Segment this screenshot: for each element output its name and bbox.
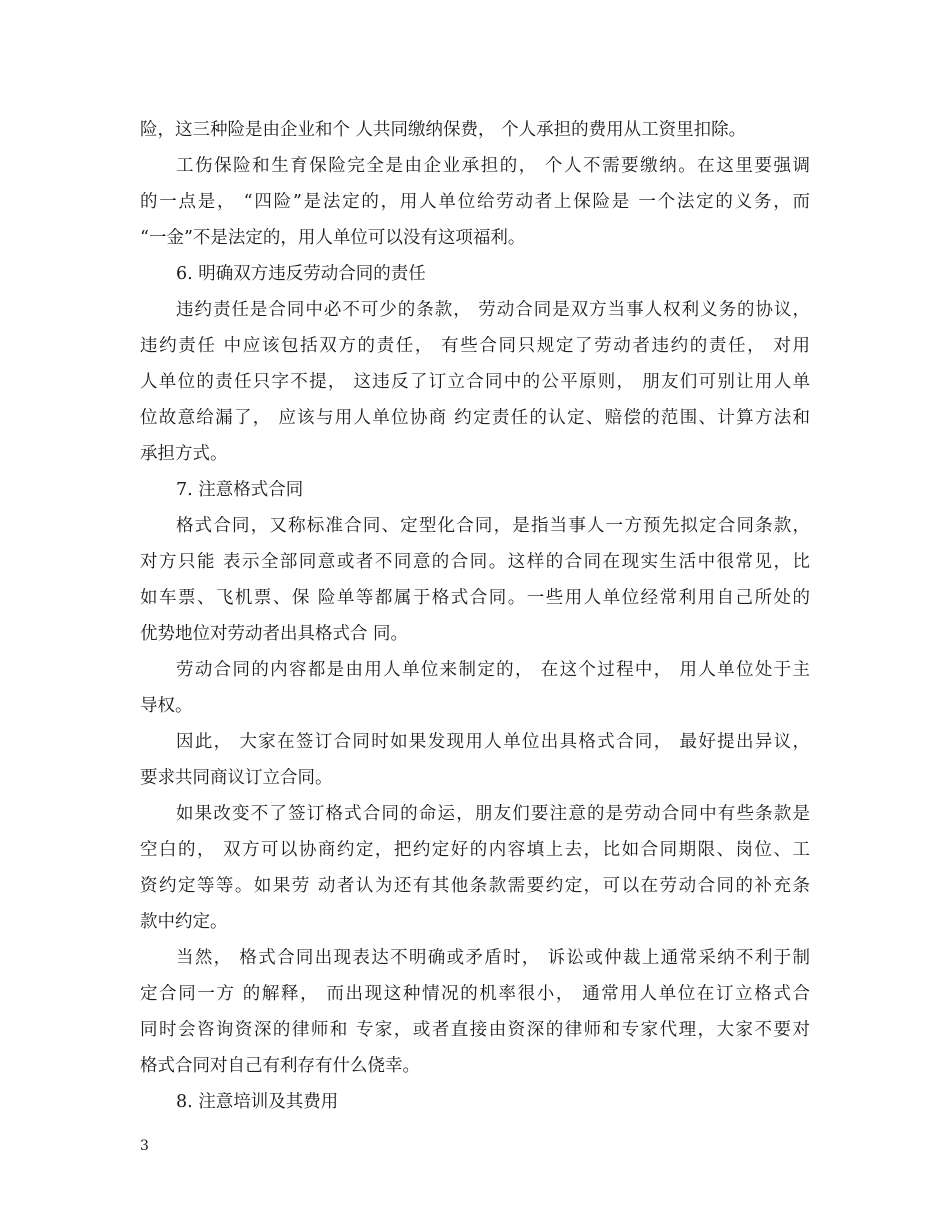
paragraph — [140, 940, 810, 1084]
text-line: 格式合同，又称标准合同、定型化合同，是指当事人一方预先拟定合同条款， — [176, 516, 810, 536]
text-line: 空白的， 双方可以协商约定，把约定好的内容填上去，比如合同期限、岗位、工 — [140, 840, 810, 860]
paragraph — [140, 112, 810, 148]
section-heading — [140, 1084, 810, 1120]
text-line: 要求共同商议订立合同。 — [140, 768, 333, 788]
document-body — [140, 112, 810, 1120]
text-line: 违约责任 中应该包括双方的责任， 有些合同只规定了劳动者违约的责任， 对用 — [140, 336, 810, 356]
text-line: 工伤保险和生育保险完全是由企业承担的， 个人不需要缴纳。在这里要强调 — [176, 156, 810, 176]
text-line: 险，这三种险是由企业和个 人共同缴纳保费， 个人承担的费用从工资里扣除。 — [140, 120, 747, 140]
paragraph — [140, 724, 810, 796]
text-line: 资约定等等。如果劳 动者认为还有其他条款需要约定，可以在劳动合同的补充条 — [140, 876, 810, 896]
text-line: 劳动合同的内容都是由用人单位来制定的， 在这个过程中， 用人单位处于主 — [176, 660, 810, 680]
text-line: 款中约定。 — [140, 912, 228, 932]
text-line: 承担方式。 — [140, 444, 228, 464]
paragraph — [140, 652, 810, 724]
text-line: 违约责任是合同中必不可少的条款， 劳动合同是双方当事人权利义务的协议， — [176, 300, 810, 320]
text-line: 如果改变不了签订格式合同的命运，朋友们要注意的是劳动合同中有些条款是 — [176, 804, 810, 824]
text-line: 位故意给漏了， 应该与用人单位协商 约定责任的认定、赔偿的范围、计算方法和 — [140, 408, 810, 428]
text-line: 对方只能 表示全部同意或者不同意的合同。这样的合同在现实生活中很常见，比 — [140, 552, 810, 572]
text-line: 的一点是， “四险”是法定的，用人单位给劳动者上保险是 一个法定的义务，而 — [140, 192, 810, 212]
text-line: 格式合同对自己有利存有什么侥幸。 — [140, 1056, 420, 1076]
paragraph — [140, 796, 810, 940]
text-line: 优势地位对劳动者出具格式合 同。 — [140, 624, 409, 644]
text-line: 如车票、飞机票、保 险单等都属于格式合同。一些用人单位经常利用自己所处的 — [140, 588, 810, 608]
text-line: 因此， 大家在签订合同时如果发现用人单位出具格式合同， 最好提出异议， — [176, 732, 810, 752]
section-heading — [140, 256, 810, 292]
paragraph — [140, 292, 810, 472]
text-line: 7. 注意格式合同 — [176, 480, 304, 500]
text-line: 导权。 — [140, 696, 193, 716]
section-heading — [140, 472, 810, 508]
text-line: 当然， 格式合同出现表达不明确或矛盾时， 诉讼或仲裁上通常采纳不利于制 — [176, 948, 810, 968]
paragraph — [140, 508, 810, 652]
page-number: 3 — [140, 1138, 149, 1154]
text-line: 人单位的责任只字不提， 这违反了订立合同中的公平原则， 朋友们可别让用人单 — [140, 372, 810, 392]
paragraph — [140, 148, 810, 256]
text-line: “一金”不是法定的，用人单位可以没有这项福利。 — [140, 228, 526, 248]
text-line: 定合同一方 的解释， 而出现这种情况的机率很小， 通常用人单位在订立格式合 — [140, 984, 810, 1004]
text-line: 6. 明确双方违反劳动合同的责任 — [176, 264, 426, 284]
text-line: 8. 注意培训及其费用 — [176, 1092, 339, 1112]
text-line: 同时会咨询资深的律师和 专家，或者直接由资深的律师和专家代理，大家不要对 — [140, 1020, 810, 1040]
